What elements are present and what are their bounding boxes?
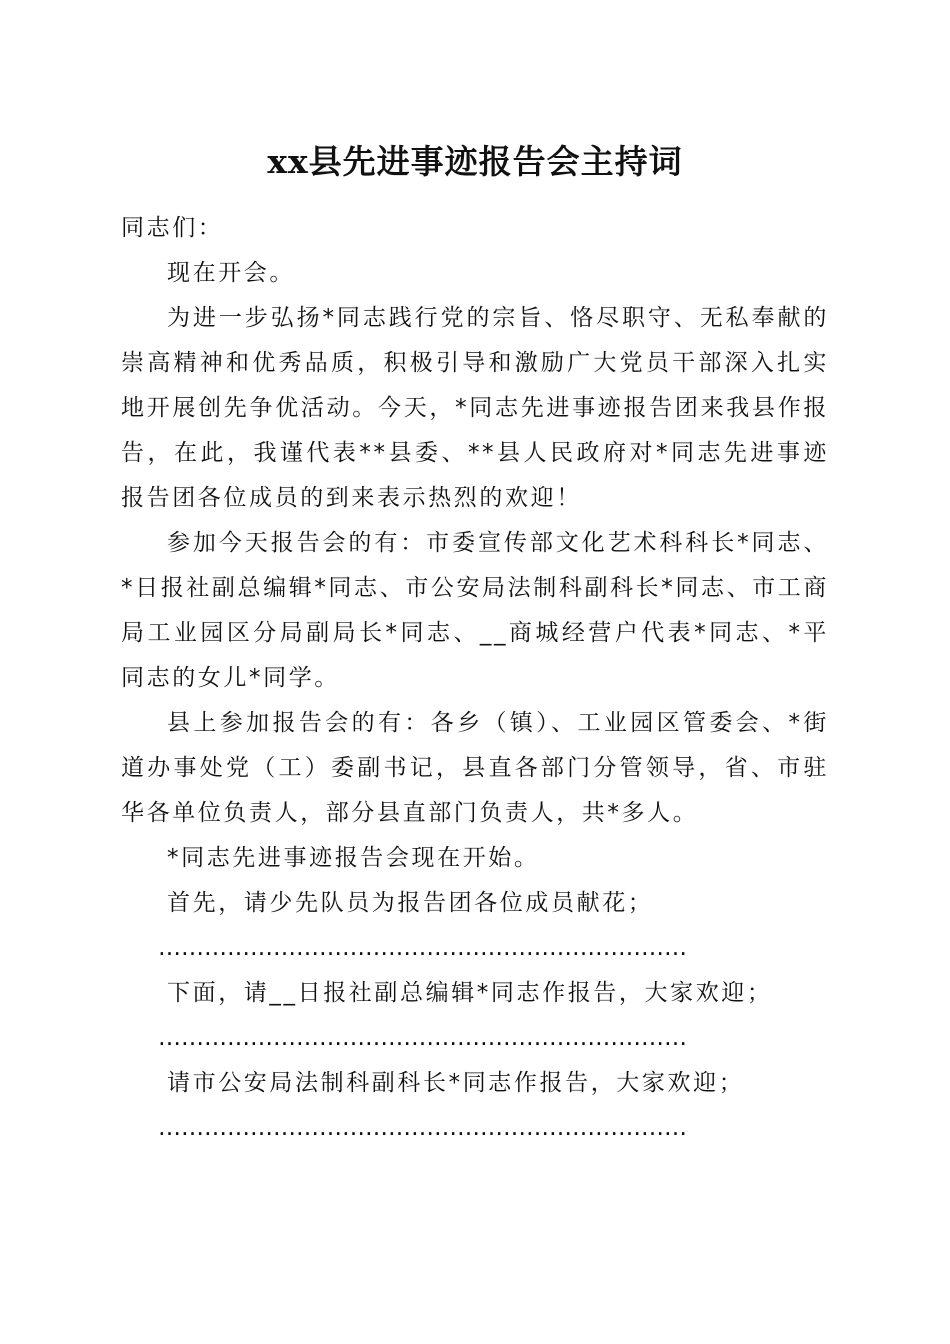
paragraph-second-report: 请市公安局法制科副科长*同志作报告，大家欢迎； <box>167 1070 745 1096</box>
ellipsis-separator: …………………………………………………………… <box>158 935 687 961</box>
paragraph-city-attendees: 参加今天报告会的有：市委宣传部文化艺术科科长*同志、*日报社副总编辑*同志、市公安局法制科副科长*同志、市工商局工业园区分局副局长*同志、__商城经营户代表*同志、*平同志的女儿*同学。 <box>121 530 829 691</box>
paragraph-opening: 现在开会。 <box>167 260 295 286</box>
paragraph-first-report: 下面，请__日报社副总编辑*同志作报告，大家欢迎； <box>167 980 773 1006</box>
paragraph-flowers: 首先，请少先队员为报告团各位成员献花； <box>167 890 654 916</box>
document-title: xx县先进事迹报告会主持词 <box>267 142 683 181</box>
paragraph-welcome: 为进一步弘扬*同志践行党的宗旨、恪尽职守、无私奉献的崇高精神和优秀品质，积极引导和激励广大党员干部深入扎实地开展创先争优活动。今天，*同志先进事迹报告团来我县作报告，在此，我谨代表**县委、**县人民政府对*同志先进事迹报告团各位成员的到来表示热烈的欢迎！ <box>121 305 829 511</box>
ellipsis-separator: …………………………………………………………… <box>158 1025 687 1051</box>
document-body <box>121 206 829 1151</box>
salutation: 同志们： <box>121 215 224 241</box>
ellipsis-separator: …………………………………………………………… <box>158 1115 687 1141</box>
paragraph-start: *同志先进事迹报告会现在开始。 <box>167 845 540 871</box>
paragraph-county-attendees: 县上参加报告会的有：各乡（镇）、工业园区管委会、*街道办事处党（工）委副书记，县直各部门分管领导，省、市驻华各单位负责人，部分县直部门负责人，共*多人。 <box>121 710 829 826</box>
